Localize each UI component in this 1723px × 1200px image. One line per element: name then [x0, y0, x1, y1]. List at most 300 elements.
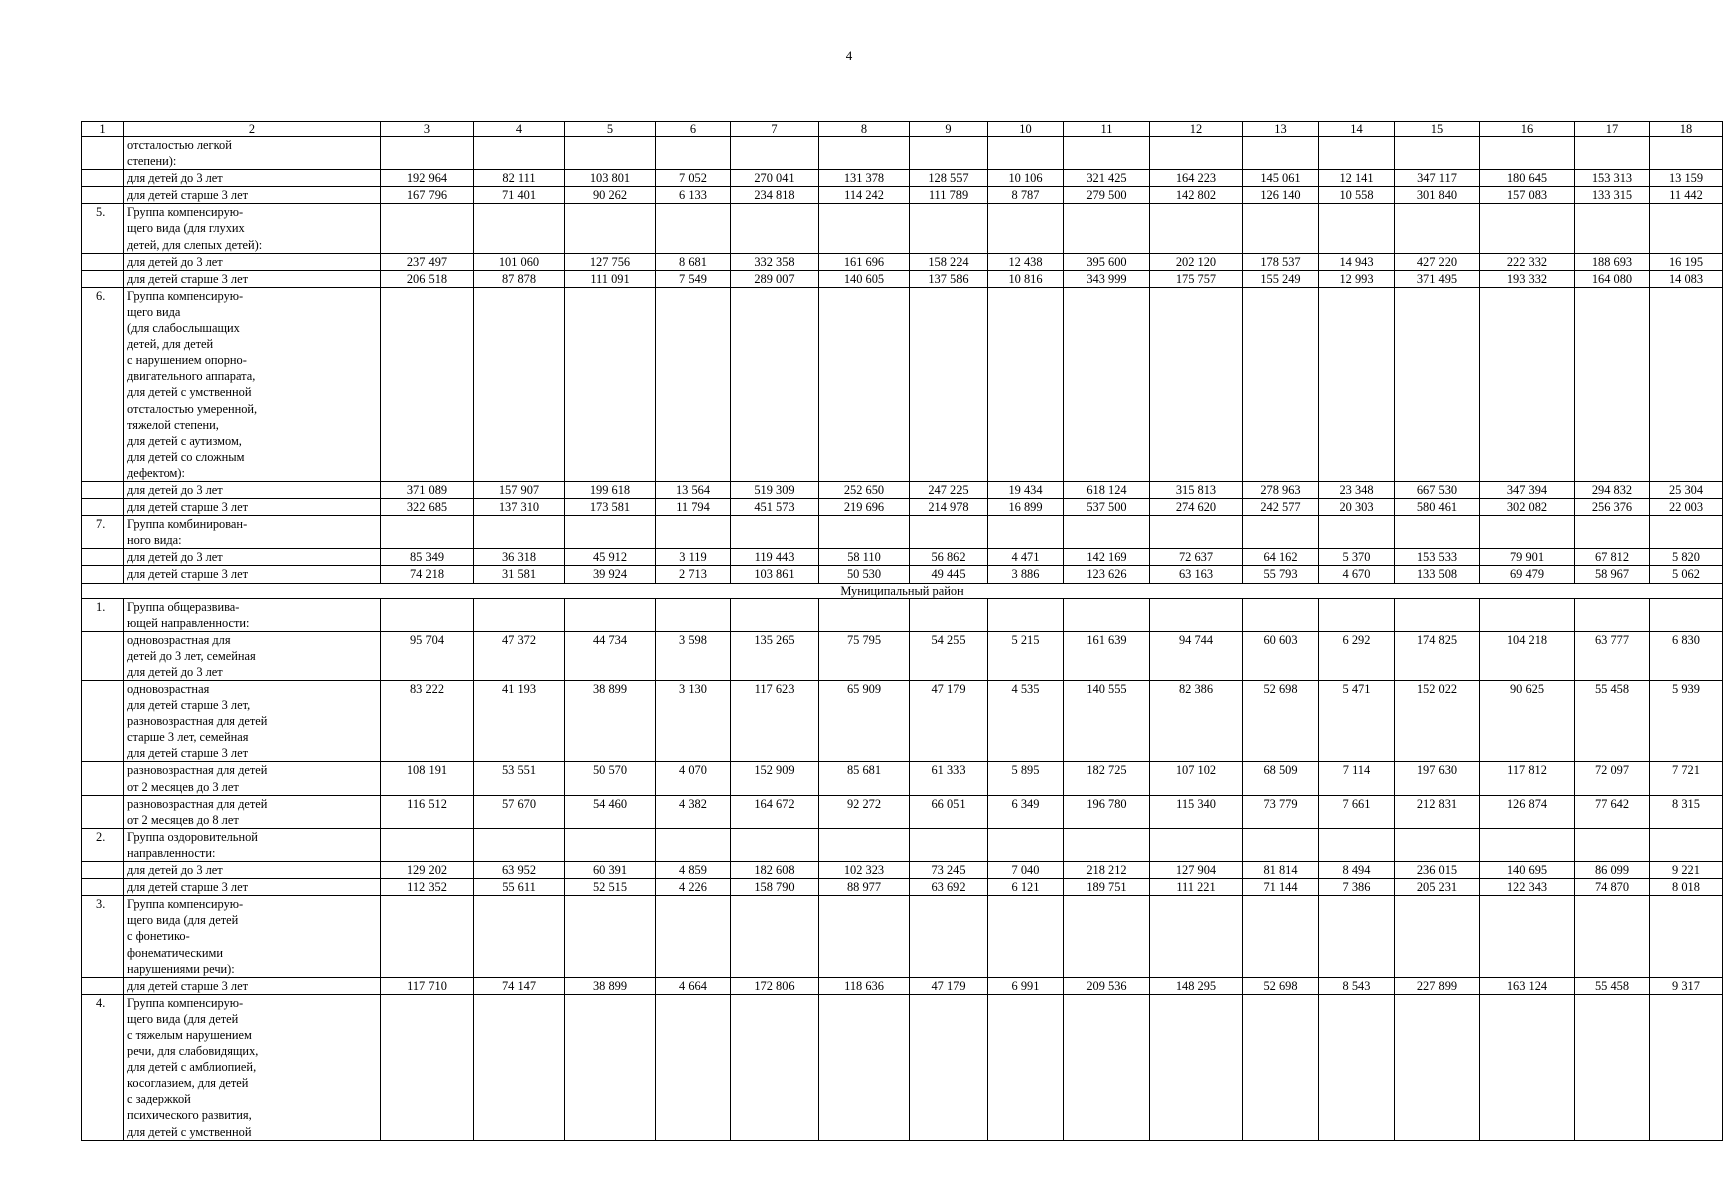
- value-cell: 182 725: [1064, 762, 1150, 795]
- value-cell: 36 318: [474, 549, 565, 566]
- row-name: одновозрастная для детей старше 3 лет, разновозрастная для детей старше 3 лет, семейная для детей старше 3 лет: [124, 681, 381, 762]
- value-cell: [474, 598, 565, 631]
- table-row: [82, 977, 1723, 994]
- value-cell: [565, 516, 656, 549]
- value-cell: 270 041: [731, 170, 819, 187]
- header-cell: 9: [910, 122, 988, 137]
- value-cell: 321 425: [1064, 170, 1150, 187]
- value-cell: 94 744: [1150, 631, 1243, 680]
- value-cell: [1395, 204, 1480, 253]
- row-name: для детей до 3 лет: [124, 549, 381, 566]
- row-name: Группа компенсирую- щего вида (для детей с фонетико- фонематическими нарушениями речи):: [124, 896, 381, 977]
- value-cell: 145 061: [1243, 170, 1319, 187]
- value-cell: 8 315: [1650, 795, 1723, 828]
- value-cell: 131 378: [819, 170, 910, 187]
- row-number: [82, 481, 124, 498]
- value-cell: 31 581: [474, 566, 565, 583]
- table-row: [82, 795, 1723, 828]
- value-cell: [1395, 994, 1480, 1140]
- header-cell: 4: [474, 122, 565, 137]
- value-cell: [1650, 994, 1723, 1140]
- value-cell: [988, 516, 1064, 549]
- row-number: [82, 631, 124, 680]
- row-number: 7.: [82, 516, 124, 549]
- data-table: [81, 121, 1723, 1141]
- value-cell: 274 620: [1150, 499, 1243, 516]
- value-cell: [1064, 896, 1150, 977]
- value-cell: 52 698: [1243, 977, 1319, 994]
- row-name: для детей до 3 лет: [124, 862, 381, 879]
- value-cell: 83 222: [381, 681, 474, 762]
- table-row: [82, 253, 1723, 270]
- value-cell: [565, 896, 656, 977]
- value-cell: [988, 137, 1064, 170]
- group-row: [82, 204, 1723, 253]
- group-row: [82, 516, 1723, 549]
- group-row: [82, 994, 1723, 1140]
- row-number: [82, 566, 124, 583]
- value-cell: 13 159: [1650, 170, 1723, 187]
- value-cell: 58 110: [819, 549, 910, 566]
- value-cell: [1395, 137, 1480, 170]
- value-cell: [656, 204, 731, 253]
- value-cell: 75 795: [819, 631, 910, 680]
- value-cell: 332 358: [731, 253, 819, 270]
- value-cell: 119 443: [731, 549, 819, 566]
- value-cell: 117 812: [1480, 762, 1575, 795]
- value-cell: 68 509: [1243, 762, 1319, 795]
- row-name: Группа общеразвива- ющей направленности:: [124, 598, 381, 631]
- value-cell: 126 874: [1480, 795, 1575, 828]
- value-cell: [381, 828, 474, 861]
- value-cell: 47 179: [910, 681, 988, 762]
- value-cell: [1480, 204, 1575, 253]
- value-cell: [1064, 598, 1150, 631]
- value-cell: 6 121: [988, 879, 1064, 896]
- value-cell: 2 713: [656, 566, 731, 583]
- value-cell: 11 442: [1650, 187, 1723, 204]
- value-cell: [474, 287, 565, 481]
- value-cell: [1319, 516, 1395, 549]
- value-cell: 69 479: [1480, 566, 1575, 583]
- value-cell: [1319, 287, 1395, 481]
- value-cell: 9 221: [1650, 862, 1723, 879]
- group-row: [82, 896, 1723, 977]
- value-cell: 23 348: [1319, 481, 1395, 498]
- value-cell: 188 693: [1575, 253, 1650, 270]
- value-cell: [1480, 994, 1575, 1140]
- value-cell: [565, 828, 656, 861]
- header-cell: 13: [1243, 122, 1319, 137]
- value-cell: 82 386: [1150, 681, 1243, 762]
- value-cell: 174 825: [1395, 631, 1480, 680]
- value-cell: [819, 994, 910, 1140]
- value-cell: 126 140: [1243, 187, 1319, 204]
- value-cell: 117 623: [731, 681, 819, 762]
- value-cell: 4 535: [988, 681, 1064, 762]
- table-row: [82, 566, 1723, 583]
- value-cell: 315 813: [1150, 481, 1243, 498]
- row-number: [82, 681, 124, 762]
- value-cell: 74 147: [474, 977, 565, 994]
- value-cell: [656, 828, 731, 861]
- value-cell: 8 543: [1319, 977, 1395, 994]
- value-cell: 5 062: [1650, 566, 1723, 583]
- row-number: [82, 170, 124, 187]
- value-cell: 7 549: [656, 270, 731, 287]
- value-cell: [381, 204, 474, 253]
- value-cell: 11 794: [656, 499, 731, 516]
- value-cell: [656, 287, 731, 481]
- value-cell: 4 670: [1319, 566, 1395, 583]
- value-cell: 103 801: [565, 170, 656, 187]
- value-cell: [1395, 896, 1480, 977]
- value-cell: 289 007: [731, 270, 819, 287]
- value-cell: 44 734: [565, 631, 656, 680]
- value-cell: 206 518: [381, 270, 474, 287]
- row-name: Группа компенсирую- щего вида (для детей с тяжелым нарушением речи, для слабовидящих, для детей с амблиопией, косоглазием, для детей с задержкой психического развития, для детей с умственной: [124, 994, 381, 1140]
- value-cell: 65 909: [819, 681, 910, 762]
- value-cell: 112 352: [381, 879, 474, 896]
- value-cell: 9 317: [1650, 977, 1723, 994]
- value-cell: [731, 828, 819, 861]
- value-cell: [988, 598, 1064, 631]
- value-cell: [988, 204, 1064, 253]
- value-cell: 8 787: [988, 187, 1064, 204]
- value-cell: 47 179: [910, 977, 988, 994]
- value-cell: 50 570: [565, 762, 656, 795]
- value-cell: [1480, 598, 1575, 631]
- value-cell: 72 637: [1150, 549, 1243, 566]
- value-cell: 90 262: [565, 187, 656, 204]
- value-cell: 140 605: [819, 270, 910, 287]
- value-cell: 111 091: [565, 270, 656, 287]
- value-cell: 4 226: [656, 879, 731, 896]
- value-cell: 197 630: [1395, 762, 1480, 795]
- value-cell: 52 515: [565, 879, 656, 896]
- value-cell: 219 696: [819, 499, 910, 516]
- value-cell: [1575, 896, 1650, 977]
- value-cell: [1243, 994, 1319, 1140]
- value-cell: 395 600: [1064, 253, 1150, 270]
- value-cell: 175 757: [1150, 270, 1243, 287]
- table-row: [82, 681, 1723, 762]
- group-row: [82, 828, 1723, 861]
- value-cell: [988, 828, 1064, 861]
- value-cell: 55 458: [1575, 977, 1650, 994]
- value-cell: 133 315: [1575, 187, 1650, 204]
- header-cell: 12: [1150, 122, 1243, 137]
- header-cell: 8: [819, 122, 910, 137]
- value-cell: 7 040: [988, 862, 1064, 879]
- value-cell: 114 242: [819, 187, 910, 204]
- header-cell: 6: [656, 122, 731, 137]
- value-cell: [381, 994, 474, 1140]
- header-cell: 10: [988, 122, 1064, 137]
- row-name: разновозрастная для детей от 2 месяцев до 3 лет: [124, 762, 381, 795]
- value-cell: 88 977: [819, 879, 910, 896]
- value-cell: 347 117: [1395, 170, 1480, 187]
- value-cell: 102 323: [819, 862, 910, 879]
- value-cell: [1575, 287, 1650, 481]
- header-cell: 3: [381, 122, 474, 137]
- value-cell: 178 537: [1243, 253, 1319, 270]
- value-cell: [1575, 598, 1650, 631]
- value-cell: 8 494: [1319, 862, 1395, 879]
- value-cell: 55 793: [1243, 566, 1319, 583]
- value-cell: 5 471: [1319, 681, 1395, 762]
- value-cell: 256 376: [1575, 499, 1650, 516]
- value-cell: 5 370: [1319, 549, 1395, 566]
- value-cell: [381, 516, 474, 549]
- value-cell: [656, 516, 731, 549]
- value-cell: [1650, 598, 1723, 631]
- value-cell: 153 533: [1395, 549, 1480, 566]
- value-cell: 72 097: [1575, 762, 1650, 795]
- value-cell: [474, 204, 565, 253]
- value-cell: 4 664: [656, 977, 731, 994]
- value-cell: 4 070: [656, 762, 731, 795]
- value-cell: [656, 994, 731, 1140]
- row-number: [82, 762, 124, 795]
- value-cell: 22 003: [1650, 499, 1723, 516]
- value-cell: 214 978: [910, 499, 988, 516]
- value-cell: 161 696: [819, 253, 910, 270]
- value-cell: 6 830: [1650, 631, 1723, 680]
- value-cell: 189 751: [1064, 879, 1150, 896]
- value-cell: [1319, 994, 1395, 1140]
- value-cell: [819, 516, 910, 549]
- value-cell: [1395, 516, 1480, 549]
- value-cell: 55 458: [1575, 681, 1650, 762]
- row-name: для детей до 3 лет: [124, 481, 381, 498]
- row-name: для детей до 3 лет: [124, 253, 381, 270]
- value-cell: 45 912: [565, 549, 656, 566]
- value-cell: [910, 516, 988, 549]
- value-cell: 236 015: [1395, 862, 1480, 879]
- value-cell: 152 909: [731, 762, 819, 795]
- value-cell: 301 840: [1395, 187, 1480, 204]
- value-cell: 667 530: [1395, 481, 1480, 498]
- row-number: 1.: [82, 598, 124, 631]
- value-cell: [910, 137, 988, 170]
- header-cell: 17: [1575, 122, 1650, 137]
- value-cell: 67 812: [1575, 549, 1650, 566]
- value-cell: [1650, 204, 1723, 253]
- value-cell: [819, 896, 910, 977]
- table-row: [82, 187, 1723, 204]
- value-cell: 82 111: [474, 170, 565, 187]
- value-cell: 152 022: [1395, 681, 1480, 762]
- value-cell: 193 332: [1480, 270, 1575, 287]
- value-cell: [1575, 516, 1650, 549]
- value-cell: 128 557: [910, 170, 988, 187]
- value-cell: 77 642: [1575, 795, 1650, 828]
- value-cell: 54 255: [910, 631, 988, 680]
- value-cell: [1395, 598, 1480, 631]
- value-cell: 66 051: [910, 795, 988, 828]
- value-cell: [819, 137, 910, 170]
- value-cell: 53 551: [474, 762, 565, 795]
- header-cell: 7: [731, 122, 819, 137]
- value-cell: [1575, 137, 1650, 170]
- row-number: [82, 499, 124, 516]
- value-cell: 74 218: [381, 566, 474, 583]
- value-cell: [381, 896, 474, 977]
- row-number: [82, 549, 124, 566]
- value-cell: 242 577: [1243, 499, 1319, 516]
- value-cell: 85 349: [381, 549, 474, 566]
- value-cell: [819, 204, 910, 253]
- table-row: [82, 631, 1723, 680]
- value-cell: [910, 287, 988, 481]
- row-number: 5.: [82, 204, 124, 253]
- value-cell: 107 102: [1150, 762, 1243, 795]
- value-cell: [988, 287, 1064, 481]
- value-cell: 19 434: [988, 481, 1064, 498]
- row-number: [82, 879, 124, 896]
- value-cell: 73 779: [1243, 795, 1319, 828]
- value-cell: [1150, 137, 1243, 170]
- row-name: для детей старше 3 лет: [124, 499, 381, 516]
- value-cell: 63 777: [1575, 631, 1650, 680]
- row-name: для детей до 3 лет: [124, 170, 381, 187]
- value-cell: [819, 828, 910, 861]
- table-row: [82, 549, 1723, 566]
- row-number: 2.: [82, 828, 124, 861]
- value-cell: 41 193: [474, 681, 565, 762]
- row-name: Группа компенсирую- щего вида (для глухих детей, для слепых детей):: [124, 204, 381, 253]
- value-cell: 54 460: [565, 795, 656, 828]
- value-cell: 56 862: [910, 549, 988, 566]
- value-cell: [731, 137, 819, 170]
- value-cell: 142 802: [1150, 187, 1243, 204]
- value-cell: 3 119: [656, 549, 731, 566]
- header-cell: 11: [1064, 122, 1150, 137]
- value-cell: 427 220: [1395, 253, 1480, 270]
- value-cell: [1243, 204, 1319, 253]
- value-cell: 10 106: [988, 170, 1064, 187]
- header-cell: 16: [1480, 122, 1575, 137]
- table-row: [82, 481, 1723, 498]
- row-number: [82, 253, 124, 270]
- row-number: 4.: [82, 994, 124, 1140]
- row-number: [82, 137, 124, 170]
- value-cell: 127 756: [565, 253, 656, 270]
- value-cell: 451 573: [731, 499, 819, 516]
- value-cell: [565, 204, 656, 253]
- value-cell: 167 796: [381, 187, 474, 204]
- value-cell: 322 685: [381, 499, 474, 516]
- value-cell: [1243, 828, 1319, 861]
- value-cell: [474, 137, 565, 170]
- page-number: 4: [845, 48, 853, 63]
- value-cell: [565, 598, 656, 631]
- value-cell: 5 820: [1650, 549, 1723, 566]
- value-cell: [1150, 896, 1243, 977]
- value-cell: 16 899: [988, 499, 1064, 516]
- value-cell: 4 382: [656, 795, 731, 828]
- value-cell: 158 224: [910, 253, 988, 270]
- value-cell: 137 586: [910, 270, 988, 287]
- value-cell: 86 099: [1575, 862, 1650, 879]
- value-cell: 163 124: [1480, 977, 1575, 994]
- value-cell: [565, 994, 656, 1140]
- value-cell: [1150, 828, 1243, 861]
- row-name: для детей старше 3 лет: [124, 270, 381, 287]
- value-cell: 127 904: [1150, 862, 1243, 879]
- value-cell: [1064, 204, 1150, 253]
- value-cell: 7 661: [1319, 795, 1395, 828]
- table-row: [82, 862, 1723, 879]
- value-cell: 39 924: [565, 566, 656, 583]
- value-cell: 161 639: [1064, 631, 1150, 680]
- value-cell: 85 681: [819, 762, 910, 795]
- value-cell: 205 231: [1395, 879, 1480, 896]
- value-cell: 173 581: [565, 499, 656, 516]
- header-cell: 14: [1319, 122, 1395, 137]
- row-name: для детей старше 3 лет: [124, 187, 381, 204]
- value-cell: [1650, 516, 1723, 549]
- value-cell: 81 814: [1243, 862, 1319, 879]
- value-cell: 103 861: [731, 566, 819, 583]
- value-cell: 74 870: [1575, 879, 1650, 896]
- value-cell: [1319, 137, 1395, 170]
- value-cell: [656, 896, 731, 977]
- value-cell: [819, 598, 910, 631]
- value-cell: [1480, 137, 1575, 170]
- value-cell: 71 144: [1243, 879, 1319, 896]
- value-cell: [910, 598, 988, 631]
- value-cell: [1150, 287, 1243, 481]
- value-cell: 57 670: [474, 795, 565, 828]
- value-cell: 135 265: [731, 631, 819, 680]
- value-cell: 122 343: [1480, 879, 1575, 896]
- value-cell: 12 141: [1319, 170, 1395, 187]
- value-cell: [656, 137, 731, 170]
- value-cell: [910, 896, 988, 977]
- value-cell: 73 245: [910, 862, 988, 879]
- row-name: Группа оздоровительной направленности:: [124, 828, 381, 861]
- value-cell: [731, 896, 819, 977]
- row-number: 6.: [82, 287, 124, 481]
- value-cell: [1319, 896, 1395, 977]
- value-cell: [1243, 516, 1319, 549]
- table-row: [82, 762, 1723, 795]
- value-cell: [1064, 137, 1150, 170]
- table-row: [82, 170, 1723, 187]
- value-cell: 12 993: [1319, 270, 1395, 287]
- value-cell: 64 162: [1243, 549, 1319, 566]
- row-name: одновозрастная для детей до 3 лет, семейная для детей до 3 лет: [124, 631, 381, 680]
- value-cell: 192 964: [381, 170, 474, 187]
- value-cell: 71 401: [474, 187, 565, 204]
- value-cell: [1575, 994, 1650, 1140]
- value-cell: 3 130: [656, 681, 731, 762]
- row-number: [82, 187, 124, 204]
- value-cell: 14 083: [1650, 270, 1723, 287]
- value-cell: [381, 598, 474, 631]
- value-cell: [819, 287, 910, 481]
- value-cell: [910, 204, 988, 253]
- value-cell: 537 500: [1064, 499, 1150, 516]
- value-cell: 137 310: [474, 499, 565, 516]
- group-row: [82, 598, 1723, 631]
- value-cell: [1575, 204, 1650, 253]
- value-cell: 49 445: [910, 566, 988, 583]
- value-cell: 371 089: [381, 481, 474, 498]
- value-cell: 347 394: [1480, 481, 1575, 498]
